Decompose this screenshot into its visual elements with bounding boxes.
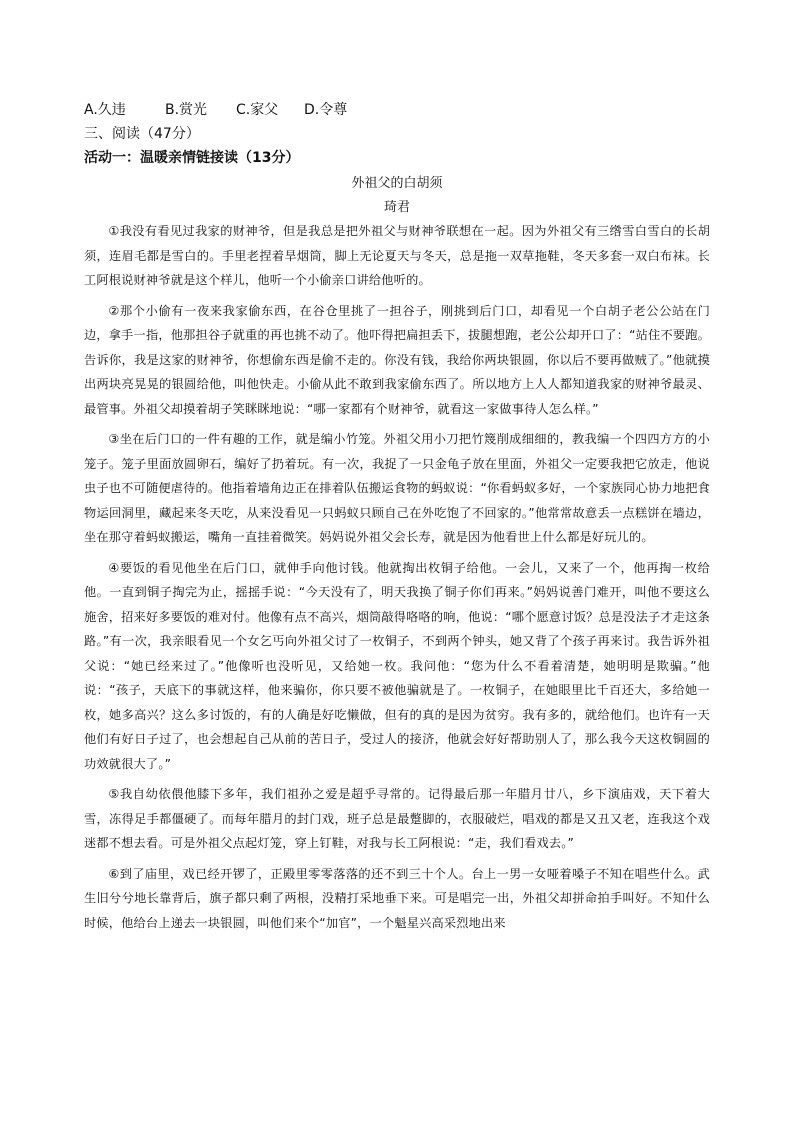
paragraph: ⑤我自幼依偎他膝下多年，我们祖孙之爱是超乎寻常的。记得最后那一年腊月廿八，乡下演庙戏，天下着大雪，冻得足手都僵硬了。而每年腊月的封门戏，班子总是最蹩脚的，衣服破烂，唱戏的都是又丑又老，连我这个戏迷都不想去看。可是外祖父点起灯笼，穿上钉鞋，对我与长工阿根说：“走，我们看戏去。” [84, 787, 710, 850]
paragraph: ④要饭的看见他坐在后门口，就伸手向他讨钱。他就掏出枚铜子给他。一会儿，又来了一个，他再掏一枚给他。一直到铜子掏完为止，摇摇手说：“今天没有了，明天我换了铜子你们再来。”妈妈说善门难开，叫他不要这么施舍，招来好多要饭的难对付。他像有点不高兴，烟筒敲得咯咯的响，他说：“哪个愿意讨饭？总是没法子才走这条路。”有一次，我亲眼看见一个女乞丐向外祖父讨了一枚铜子，不到两个钟头，她又背了个孩子再来讨。我告诉外祖父说：“她已经来过了。”他像听也没听见，又给她一枚。我问他：“您为什么不看着清楚，她明明是欺骗。”他说：“孩子，天底下的事就这样，他来骗你，你只要不被他骗就是了。一枚铜子，在她眼里比千百还大，多给她一枚，她多高兴？这么多讨饭的，有的人确是好吃懒做，但有的真的是因为贫穷。我有多的，就给他们。也许有一天他们有好日子过了，也会想起自己从前的苦日子，受过人的接济，他就会好好帮助别人了，那么我今天这枚铜圆的功效就很大了。” [84, 560, 710, 771]
paragraph: ①我没有看见过我家的财神爷，但是我总是把外祖父与财神爷联想在一起。因为外祖父有三绺雪白雪白的长胡须，连眉毛都是雪白的。手里老捏着旱烟筒，脚上无论夏天与冬天，总是拖一双草拖鞋，冬天多套一双白布袜。长工阿根说财神爷就是这个样儿，他听一个小偷亲口讲给他听的。 [84, 224, 710, 287]
article-title: 外祖父的白胡须 [351, 176, 443, 191]
option-c: C.家父 [236, 102, 279, 118]
article-body [84, 219, 710, 941]
section-heading: 三、阅读（47分） [84, 126, 200, 142]
article-author: 琦君 [383, 200, 410, 215]
paragraph: ②那个小偷有一夜来我家偷东西，在谷仓里挑了一担谷子，刚挑到后门口，却看见一个白胡子老公公站在门边，拿手一指，他那担谷子就重的再也挑不动了。他吓得把扁担丢下，拔腿想跑，老公公却开口了：“站住不要跑。告诉你，我是这家的财神爷，你想偷东西是偷不走的。你没有钱，我给你两块银圆，你以后不要再做贼了。”他就摸出两块亮晃晃的银圆给他，叫他快走。小偷从此不敢到我家偷东西了。所以地方上人人都知道我家的财神爷最灵、最管事。外祖父却摸着胡子笑眯眯地说：“哪一家都有个财神爷，就看这一家做事待人怎么样。” [84, 303, 710, 416]
option-b: B.赏光 [165, 102, 208, 118]
paragraph: ③坐在后门口的一件有趣的工作，就是编小竹笼。外祖父用小刀把竹篾削成细细的，教我编一个四四方方的小笼子。笼子里面放圆卵石，编好了扔着玩。有一次，我捉了一只金龟子放在里面，外祖父一定要我把它放走，他说虫子也不可随便虐待的。他指着墙角边正在排着队伍搬运食物的蚂蚁说：“你看蚂蚁多好，一个家族同心协力地把食物运回洞里，藏起来冬天吃，从来没看见一只蚂蚁只顾自己在外吃饱了不回家的。”他常常故意丢一点糕饼在墙边，坐在那守着蚂蚁搬运，嘴角一直挂着微笑。妈妈说外祖父会长寿，就是因为他看世上什么都是好玩儿的。 [84, 432, 710, 544]
answer-options [84, 101, 347, 119]
option-a: A.久违 [84, 102, 126, 118]
option-d: D.令尊 [304, 102, 348, 118]
activity-heading: 活动一：温暖亲情链接读（13分） [84, 150, 300, 166]
paragraph: ⑥到了庙里，戏已经开锣了，正殿里零零落落的还不到三十个人。台上一男一女哑着嗓子不知在唱些什么。武生旧兮兮地长靠背后，旗子都只剩了两根，没精打采地垂下来。可是唱完一出，外祖父却拼命拍手叫好。不知什么时候，他给台上递去一块银圆，叫他们来个“加官”，一个魁星兴高采烈地出来 [84, 866, 710, 930]
